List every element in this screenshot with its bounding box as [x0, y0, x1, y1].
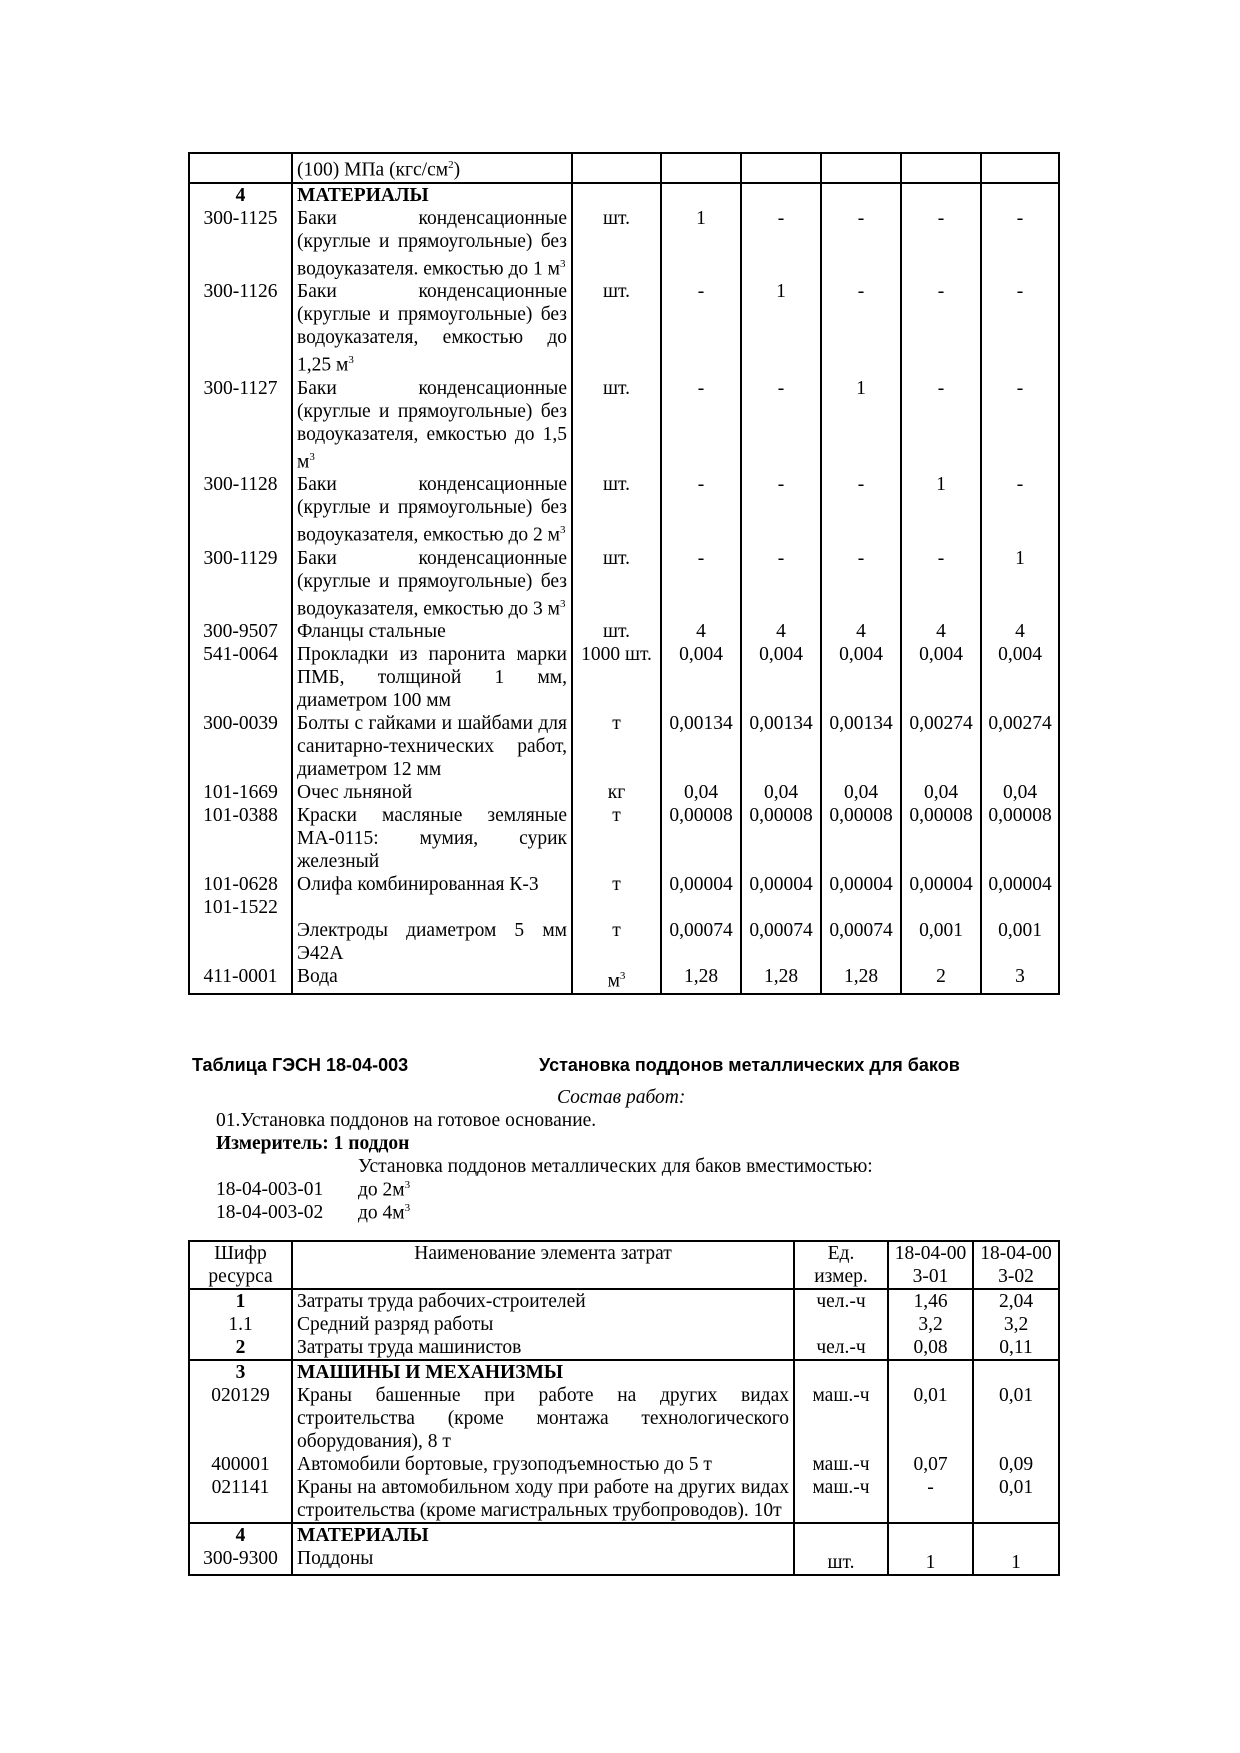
quantity-cell: 1,28: [741, 965, 821, 994]
table-row: [189, 965, 1059, 994]
unit: $м^3$: [572, 965, 661, 994]
cost-name: Затраты труда машинистов: [292, 1336, 794, 1360]
unit: шт.: [572, 207, 661, 281]
quantity-cell: 4: [821, 620, 901, 643]
section-header-row: [189, 1523, 1059, 1547]
quantity-cell: -: [741, 473, 821, 547]
quantity-cell: 4: [661, 620, 741, 643]
resource-name: Автомобили бортовые, грузоподъемностью до 5 т: [292, 1453, 794, 1476]
pressure-cell: (100) МПа $(кгс/см^2)$: [292, 153, 572, 183]
unit: [794, 1313, 888, 1336]
resource-code: 300-1125: [189, 207, 292, 281]
table-name: Установка поддонов металлических для баков: [539, 1055, 960, 1075]
variant-text: до $2м^3$: [358, 1179, 411, 1201]
section-title: МАШИНЫ И МЕХАНИЗМЫ: [292, 1360, 794, 1384]
quantity-cell: 0,00074: [661, 896, 741, 965]
quantity-cell: -: [821, 547, 901, 621]
section-title: МАТЕРИАЛЫ: [292, 183, 572, 207]
composition-item: 01.Установка поддонов на готовое основание.: [216, 1110, 597, 1131]
cost-name: Средний разряд работы: [292, 1313, 794, 1336]
resource-name: Поддоны: [292, 1547, 794, 1575]
quantity-cell: 0,00134: [741, 712, 821, 781]
quantity-cell: 0,00008: [661, 804, 741, 873]
value-col-2: 0,09: [973, 1453, 1059, 1476]
quantity-cell: 0,00008: [821, 804, 901, 873]
table-row: [189, 280, 1059, 377]
resource-code: 541-0064: [189, 643, 292, 712]
machine-row: [189, 1476, 1059, 1523]
machine-row: [189, 1453, 1059, 1476]
quantity-cell: 0,00074: [741, 896, 821, 965]
quantity-cell: 0,00134: [821, 712, 901, 781]
value-col-1: 0,07: [888, 1453, 973, 1476]
resource-code: 101-0628: [189, 873, 292, 896]
resource-code: 300-9507: [189, 620, 292, 643]
quantity-cell: 0,04: [981, 781, 1059, 804]
quantity-cell: -: [661, 280, 741, 377]
quantity-cell: -: [981, 280, 1059, 377]
composition-title: Состав работ:: [557, 1087, 686, 1108]
unit: чел.-ч: [794, 1289, 888, 1313]
quantity-cell: 1,28: [661, 965, 741, 994]
resource-name: Баки конденсационные (круглые и прямоугольные) без водоуказателя, емкостью до 1,25 $м^3$: [292, 280, 572, 377]
table-row: [189, 643, 1059, 712]
quantity-cell: -: [981, 473, 1059, 547]
quantity-cell: -: [821, 473, 901, 547]
cost-name: Затраты труда рабочих-строителей: [292, 1289, 794, 1313]
header-col-2: 18-04-003-02: [973, 1241, 1059, 1289]
unit: шт.: [572, 620, 661, 643]
value-col-2: 3,2: [973, 1313, 1059, 1336]
section-header-row: [189, 183, 1059, 207]
section-number: 3: [189, 1360, 292, 1384]
value-col-2: 0,01: [973, 1476, 1059, 1523]
resource-name: Прокладки из паронита марки ПМБ, толщиной 1 мм, диаметром 100 мм: [292, 643, 572, 712]
variant-text: до $4м^3$: [358, 1202, 411, 1224]
unit: шт.: [572, 547, 661, 621]
unit: маш.-ч: [794, 1453, 888, 1476]
value-col-2: 0,01: [973, 1384, 1059, 1453]
material-row: [189, 1547, 1059, 1575]
unit: шт.: [794, 1547, 888, 1575]
quantity-cell: 0,04: [901, 781, 981, 804]
resource-code: 101-1522: [189, 896, 292, 965]
table-row: [189, 547, 1059, 621]
unit: маш.-ч: [794, 1384, 888, 1453]
quantity-cell: -: [901, 280, 981, 377]
quantity-cell: 1: [661, 207, 741, 281]
quantity-cell: 0,00274: [901, 712, 981, 781]
resource-code: 300-1128: [189, 473, 292, 547]
quantity-cell: 0,00004: [981, 873, 1059, 896]
value-col-1: 1: [888, 1547, 973, 1575]
quantity-cell: 0,00004: [821, 873, 901, 896]
quantity-cell: -: [661, 473, 741, 547]
meter-label: Измеритель: 1 поддон: [216, 1133, 410, 1154]
resource-name: Краски масляные земляные МА-0115: мумия, сурик железный: [292, 804, 572, 873]
quantity-cell: -: [981, 377, 1059, 474]
quantity-cell: 2: [901, 965, 981, 994]
quantity-cell: 0,00274: [981, 712, 1059, 781]
value-col-1: -: [888, 1476, 973, 1523]
resource-code: 300-1126: [189, 280, 292, 377]
resource-code: 101-1669: [189, 781, 292, 804]
unit: кг: [572, 781, 661, 804]
table-row: [189, 873, 1059, 896]
quantity-cell: 4: [981, 620, 1059, 643]
quantity-cell: -: [821, 280, 901, 377]
quantity-cell: 0,004: [661, 643, 741, 712]
quantity-cell: 0,00008: [901, 804, 981, 873]
quantity-cell: 4: [741, 620, 821, 643]
unit: т: [572, 873, 661, 896]
resource-name: Краны на автомобильном ходу при работе на других видах строительства (кроме магистральных трубопроводов). 10т: [292, 1476, 794, 1523]
quantity-cell: 0,04: [821, 781, 901, 804]
unit: шт.: [572, 473, 661, 547]
table-row: [189, 712, 1059, 781]
quantity-cell: -: [981, 207, 1059, 281]
quantity-cell: 0,00004: [741, 873, 821, 896]
header-col-1: 18-04-003-01: [888, 1241, 973, 1289]
value-col-1: 3,2: [888, 1313, 973, 1336]
quantity-cell: 4: [901, 620, 981, 643]
header-code: Шифр ресурса: [189, 1241, 292, 1289]
quantity-cell: -: [741, 547, 821, 621]
table-row: [189, 896, 1059, 965]
quantity-cell: 0,001: [981, 896, 1059, 965]
resource-name: Баки конденсационные (круглые и прямоугольные) без водоуказателя, емкостью до 3 $м^3$: [292, 547, 572, 621]
row-number: 1.1: [189, 1313, 292, 1336]
section-title: МАТЕРИАЛЫ: [292, 1523, 794, 1547]
quantity-cell: 1: [981, 547, 1059, 621]
quantity-cell: 0,00008: [741, 804, 821, 873]
resource-code: 300-1129: [189, 547, 292, 621]
quantity-cell: 1: [821, 377, 901, 474]
resource-name: Баки конденсационные (круглые и прямоугольные) без водоуказателя. емкостью до 1 $м^3$: [292, 207, 572, 281]
quantity-cell: 0,001: [901, 896, 981, 965]
row-number: 1: [189, 1289, 292, 1313]
quantity-cell: -: [661, 377, 741, 474]
quantity-cell: 3: [981, 965, 1059, 994]
quantity-cell: 1: [901, 473, 981, 547]
table-row: [189, 473, 1059, 547]
quantity-cell: 0,04: [741, 781, 821, 804]
table-row: [189, 620, 1059, 643]
resource-code: 300-0039: [189, 712, 292, 781]
quantity-cell: -: [741, 377, 821, 474]
quantity-cell: 0,00004: [901, 873, 981, 896]
resource-name: Вода: [292, 965, 572, 994]
variant-intro: Установка поддонов металлических для баков вместимостью:: [358, 1156, 873, 1177]
machine-row: [189, 1384, 1059, 1453]
variant-code: 18-04-003-01: [216, 1179, 324, 1200]
labor-row: [189, 1313, 1059, 1336]
unit: шт.: [572, 280, 661, 377]
value-col-2: 1: [973, 1547, 1059, 1575]
resource-table-continued: [188, 152, 1060, 995]
value-col-1: 0,08: [888, 1336, 973, 1360]
table-row: [189, 781, 1059, 804]
value-col-2: 2,04: [973, 1289, 1059, 1313]
unit: т: [572, 712, 661, 781]
resource-name: Олифа комбинированная К-3: [292, 873, 572, 896]
resource-code: 411-0001: [189, 965, 292, 994]
table-row: [189, 207, 1059, 281]
quantity-cell: 0,004: [901, 643, 981, 712]
quantity-cell: -: [661, 547, 741, 621]
unit: чел.-ч: [794, 1336, 888, 1360]
quantity-cell: -: [741, 207, 821, 281]
resource-code: 020129: [189, 1384, 292, 1453]
resource-name: Болты с гайками и шайбами для санитарно-технических работ, диаметром 12 мм: [292, 712, 572, 781]
section-header-row: [189, 1360, 1059, 1384]
quantity-cell: 0,004: [741, 643, 821, 712]
unit: маш.-ч: [794, 1476, 888, 1523]
unit: шт.: [572, 377, 661, 474]
resource-table: [188, 1240, 1060, 1576]
resource-code: 021141: [189, 1476, 292, 1523]
quantity-cell: -: [901, 547, 981, 621]
table-row: [189, 377, 1059, 474]
table-row: [189, 804, 1059, 873]
value-col-2: 0,11: [973, 1336, 1059, 1360]
table-row: [189, 153, 1059, 183]
quantity-cell: -: [901, 377, 981, 474]
resource-name: Баки конденсационные (круглые и прямоугольные) без водоуказателя, емкостью до 2 $м^3$: [292, 473, 572, 547]
quantity-cell: 0,04: [661, 781, 741, 804]
quantity-cell: 0,004: [981, 643, 1059, 712]
table-header-row: [189, 1241, 1059, 1289]
quantity-cell: 0,00004: [661, 873, 741, 896]
unit: т: [572, 896, 661, 965]
header-name: Наименование элемента затрат: [292, 1241, 794, 1289]
quantity-cell: 1: [741, 280, 821, 377]
header-unit: Ед. измер.: [794, 1241, 888, 1289]
quantity-cell: 0,00134: [661, 712, 741, 781]
variant-code: 18-04-003-02: [216, 1202, 324, 1223]
resource-code: 300-1127: [189, 377, 292, 474]
table-code: Таблица ГЭСН 18-04-003: [192, 1055, 409, 1075]
quantity-cell: 0,00008: [981, 804, 1059, 873]
quantity-cell: 1,28: [821, 965, 901, 994]
resource-name: Краны башенные при работе на других видах строительства (кроме монтажа технологического оборудования), 8 т: [292, 1384, 794, 1453]
section-number: 4: [189, 183, 292, 207]
resource-name: Электроды диаметром 5 мм Э42А: [292, 896, 572, 965]
value-col-1: 0,01: [888, 1384, 973, 1453]
resource-code: 300-9300: [189, 1547, 292, 1575]
row-number: 2: [189, 1336, 292, 1360]
quantity-cell: 0,00074: [821, 896, 901, 965]
resource-name: Баки конденсационные (круглые и прямоугольные) без водоуказателя, емкостью до 1,5 $м^3$: [292, 377, 572, 474]
resource-code: 101-0388: [189, 804, 292, 873]
quantity-cell: -: [821, 207, 901, 281]
quantity-cell: 0,004: [821, 643, 901, 712]
unit: т: [572, 804, 661, 873]
unit: 1000 шт.: [572, 643, 661, 712]
section-number: 4: [189, 1523, 292, 1547]
quantity-cell: -: [901, 207, 981, 281]
resource-code: 400001: [189, 1453, 292, 1476]
resource-name: Фланцы стальные: [292, 620, 572, 643]
value-col-1: 1,46: [888, 1289, 973, 1313]
labor-row: [189, 1336, 1059, 1360]
resource-name: Очес льняной: [292, 781, 572, 804]
labor-row: [189, 1289, 1059, 1313]
